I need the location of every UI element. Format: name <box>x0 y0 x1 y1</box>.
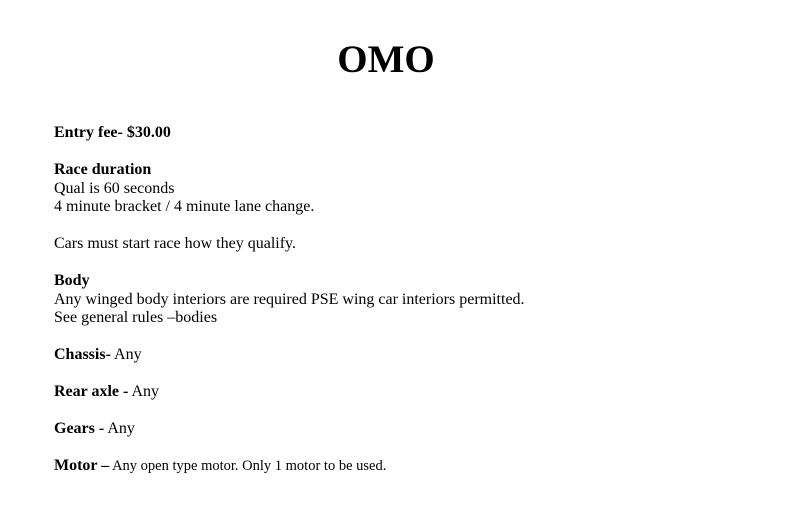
spacer <box>54 438 774 456</box>
entry-fee <box>54 123 774 142</box>
gears-rule <box>54 419 774 438</box>
body-line: Any winged body interiors are required PSE wing car interiors permitted. <box>54 290 525 308</box>
gears-label: Gears - <box>54 420 105 438</box>
motor-label: Motor – <box>54 457 110 475</box>
spacer <box>54 216 774 234</box>
motor-rule <box>54 456 774 475</box>
rules-content <box>54 123 774 475</box>
race-duration-heading <box>54 160 774 179</box>
motor-value: Any open type motor. Only 1 motor to be used. <box>109 458 387 475</box>
spacer <box>54 327 774 345</box>
spacer <box>54 401 774 419</box>
spacer <box>54 253 774 271</box>
spacer <box>54 142 774 160</box>
chassis-value: Any <box>110 346 142 364</box>
rear-axle-label: Rear axle - <box>54 383 129 401</box>
body-heading-text: Body <box>54 272 90 290</box>
chassis-label: Chassis- <box>54 346 111 364</box>
chassis-rule <box>54 345 774 364</box>
spacer <box>54 364 774 382</box>
rear-axle-rule <box>54 382 774 401</box>
gears-value: Any <box>104 420 135 438</box>
body-heading <box>54 271 774 290</box>
race-duration-line: Qual is 60 seconds <box>54 179 175 197</box>
race-duration-line: 4 minute bracket / 4 minute lane change. <box>54 198 315 216</box>
page-title: OMO <box>337 38 435 81</box>
body-line: See general rules –bodies <box>54 309 218 327</box>
start-rule: Cars must start race how they qualify. <box>54 235 297 253</box>
race-duration-heading-text: Race duration <box>54 160 152 178</box>
rear-axle-value: Any <box>128 383 160 401</box>
entry-fee-text: Entry fee- $30.00 <box>54 124 171 141</box>
